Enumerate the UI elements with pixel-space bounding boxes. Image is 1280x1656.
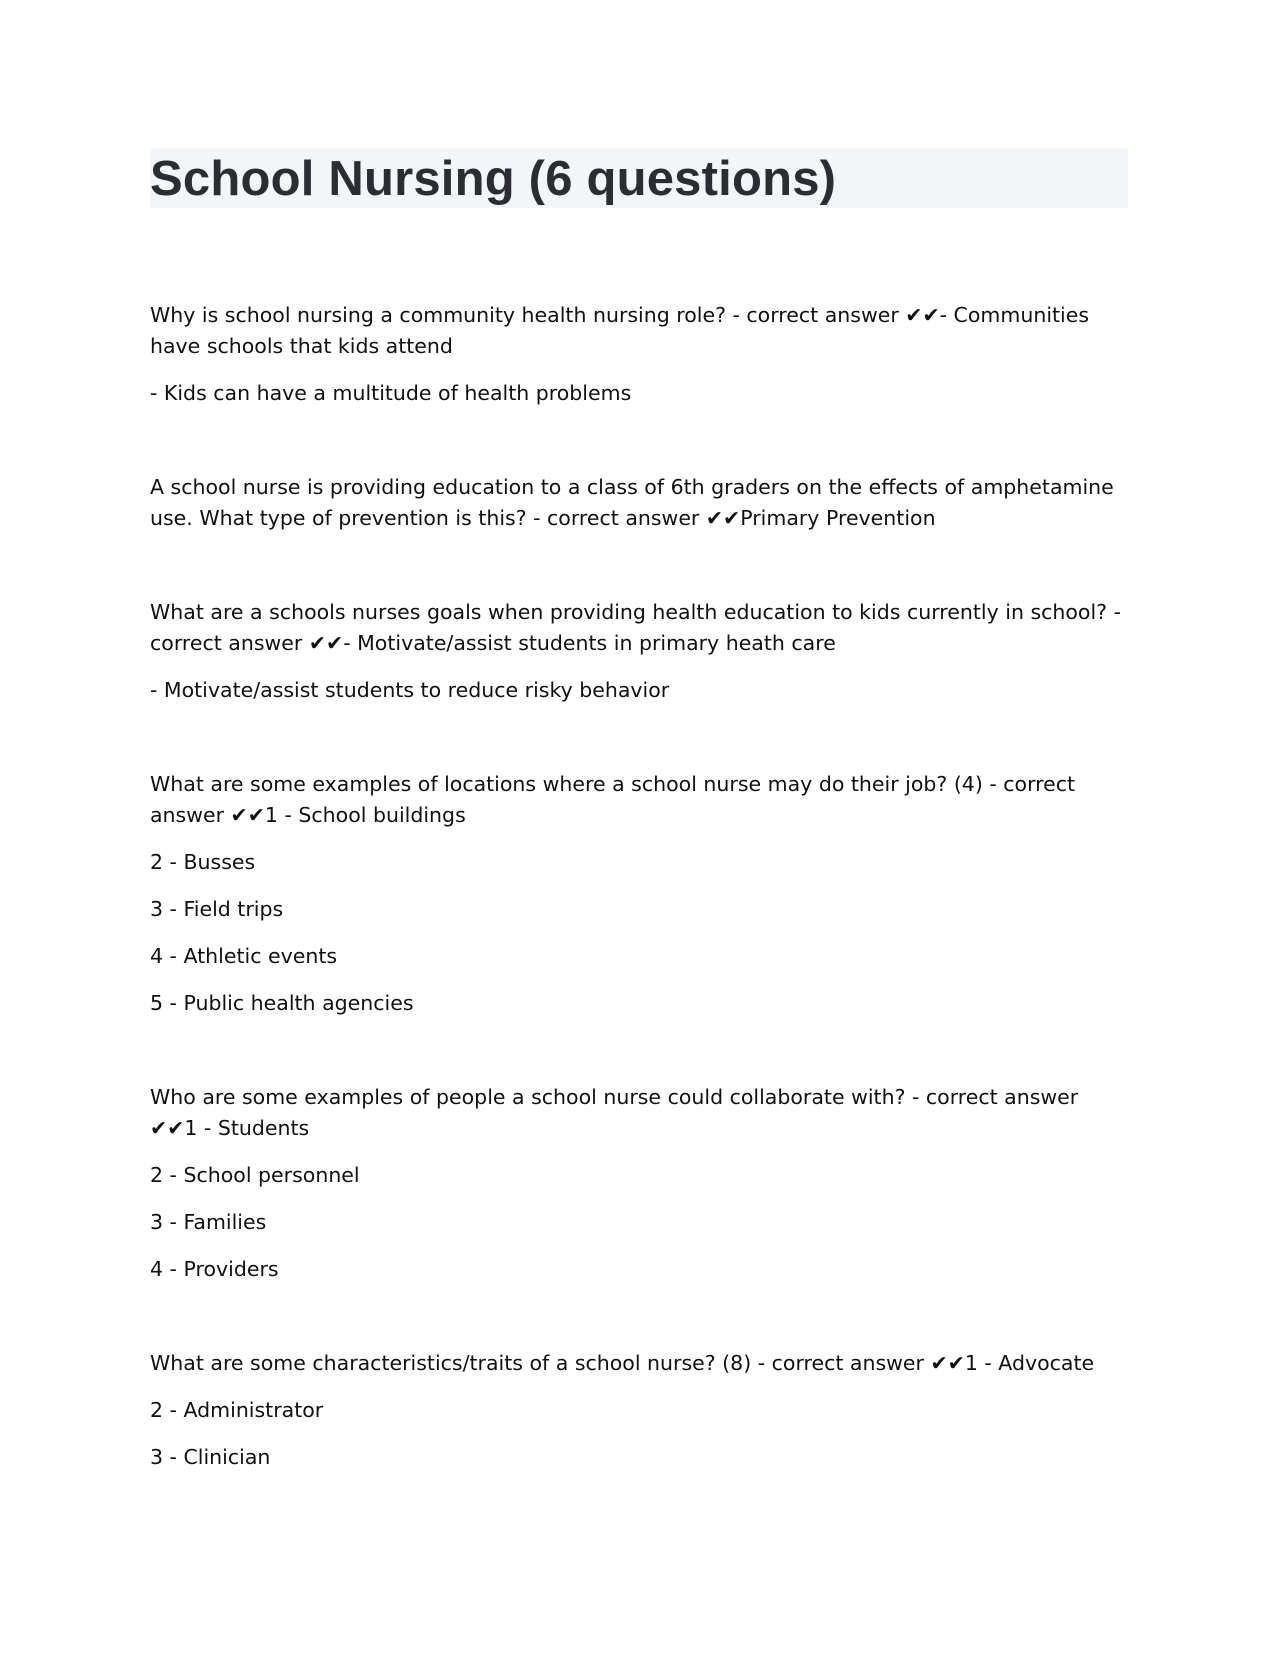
question-list: [150, 300, 1128, 1473]
question-6-line-2: 2 - Administrator: [150, 1398, 324, 1422]
question-block-4: [150, 769, 1128, 1019]
question-3-line-1: What are a schools nurses goals when providing health education to kids currently in school? - correct answer ✔✔- Motivate/assist students in primary heath care: [150, 600, 1121, 655]
question-4-line-1: What are some examples of locations where a school nurse may do their job? (4) - correct answer ✔✔1 - School buildings: [150, 772, 1076, 827]
question-block-3: [150, 597, 1128, 706]
question-4-line-4: 4 - Athletic events: [150, 944, 338, 968]
question-block-1: [150, 300, 1128, 409]
question-6-line-3: 3 - Clinician: [150, 1445, 271, 1469]
question-block-2: [150, 472, 1128, 534]
question-2-line-1: A school nurse is providing education to a class of 6th graders on the effects of amphetamine use. What type of prevention is this? - correct answer ✔✔Primary Prevention: [150, 475, 1114, 530]
question-5-line-3: 3 - Families: [150, 1210, 267, 1234]
question-5-line-1: Who are some examples of people a school nurse could collaborate with? - correct answer ✔✔1 - Students: [150, 1085, 1079, 1140]
question-4-line-3: 3 - Field trips: [150, 897, 284, 921]
question-6-line-1: What are some characteristics/traits of a school nurse? (8) - correct answer ✔✔1 - Advocate: [150, 1351, 1095, 1375]
question-1-line-2: - Kids can have a multitude of health problems: [150, 381, 632, 405]
question-3-line-2: - Motivate/assist students to reduce risky behavior: [150, 678, 670, 702]
question-block-5: [150, 1082, 1128, 1285]
page-title: School Nursing (6 questions): [150, 152, 837, 206]
question-1-line-1: Why is school nursing a community health nursing role? - correct answer ✔✔- Communities have schools that kids attend: [150, 303, 1090, 358]
question-5-line-4: 4 - Providers: [150, 1257, 279, 1281]
question-4-line-2: 2 - Busses: [150, 850, 256, 874]
title-band: [150, 148, 1128, 208]
question-5-line-2: 2 - School personnel: [150, 1163, 360, 1187]
question-4-line-5: 5 - Public health agencies: [150, 991, 414, 1015]
document-page: [150, 148, 1128, 1473]
question-block-6: [150, 1348, 1128, 1473]
